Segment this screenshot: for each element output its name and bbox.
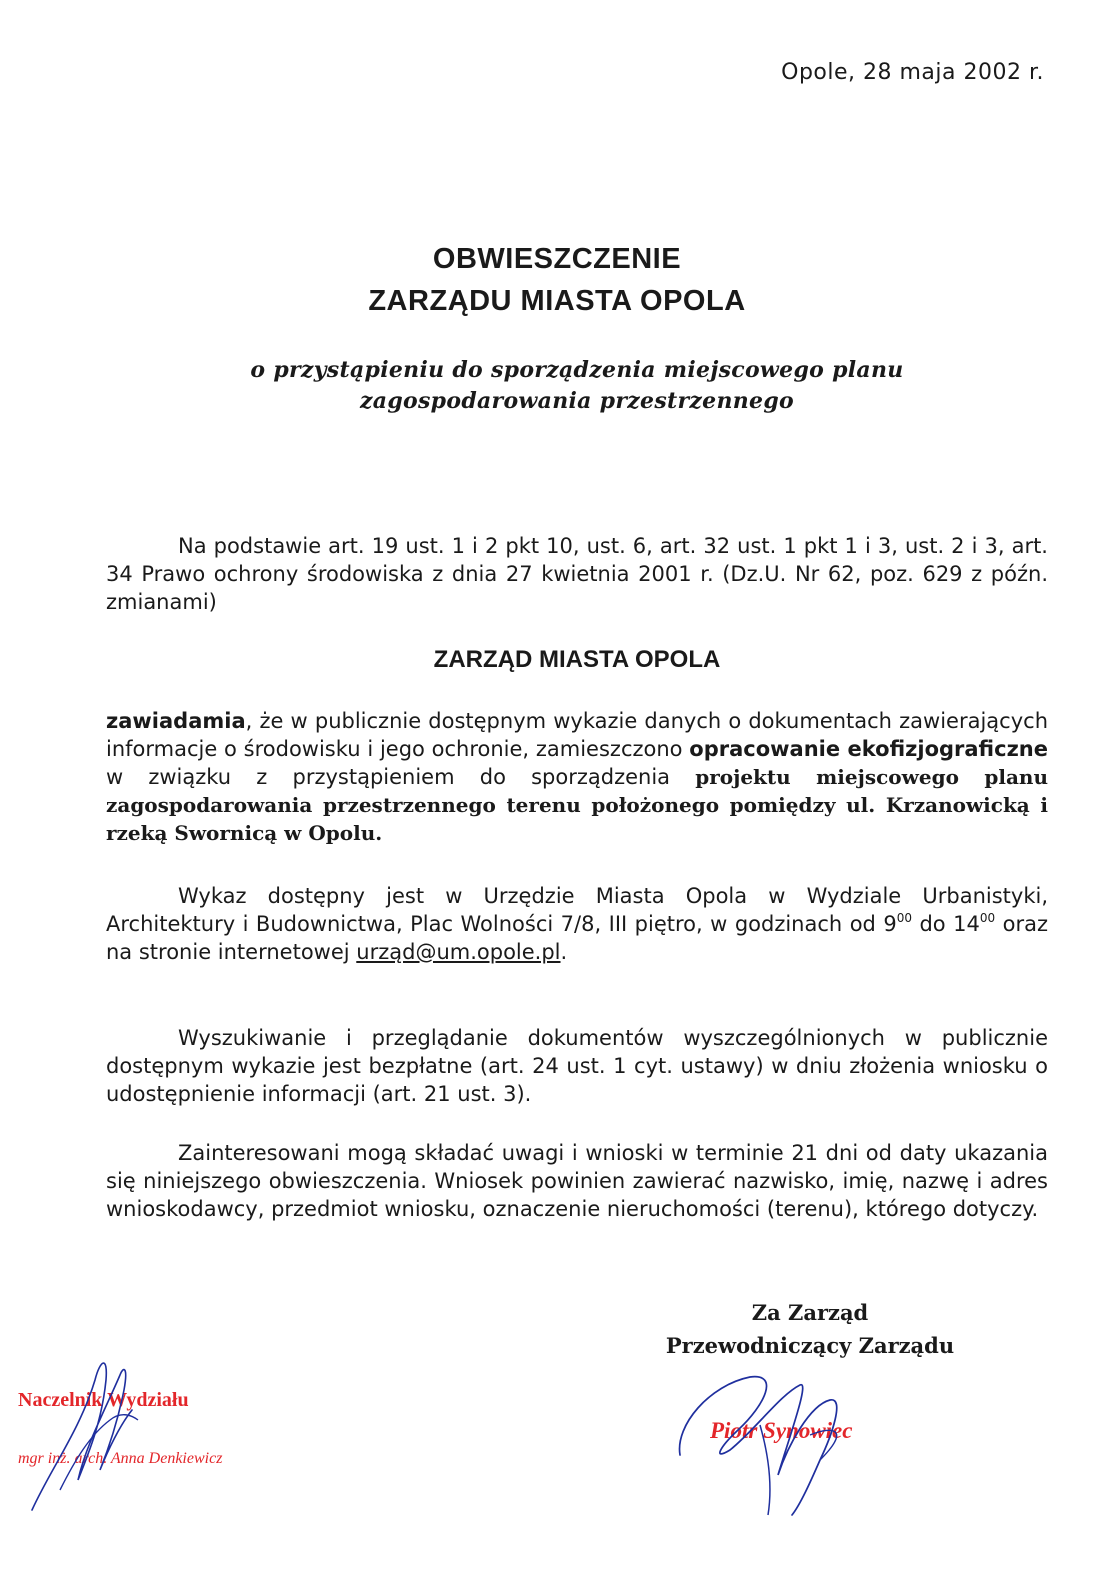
contact-email: urząd@um.opole.pl bbox=[356, 940, 561, 964]
comments-text: Zainteresowani mogą składać uwagi i wnioski w terminie 21 dni od daty ukazania się niniejszego obwieszczenia. Wniosek powinien zawierać nazwisko, imię, nazwę i adres wnioskodawcy, przedmiot wniosku, oznaczenie nieruchomości (terenu), którego dotyczy. bbox=[106, 1141, 1048, 1221]
left-stamp-name: mgr inż. arch. Anna Denkiewicz bbox=[18, 1450, 223, 1467]
right-stamp-name: Piotr Synowiec bbox=[710, 1418, 853, 1443]
hour-to-minutes: 00 bbox=[979, 911, 996, 925]
document-date: Opole, 28 maja 2002 r. bbox=[781, 60, 1044, 85]
comments-paragraph bbox=[106, 1139, 1048, 1223]
right-handwritten-signature bbox=[660, 1365, 870, 1525]
availability-text-1: Wykaz dostępny jest w Urzędzie Miasta Opola w Wydziale Urbanistyki, Architektury i Budownictwa, Plac Wolności 7/8, III piętro, w godzinach od 9 bbox=[106, 884, 1048, 936]
document-subject-line1: o przystąpieniu do sporządzenia miejscowego planu bbox=[250, 357, 904, 383]
document-subject-line2: zagospodarowania przestrzennego bbox=[359, 388, 795, 414]
notice-lead: zawiadamia bbox=[106, 709, 246, 733]
notice-paragraph bbox=[106, 707, 1048, 847]
notice-bold-project: projektu miejscowego planu zagospodarowania przestrzennego terenu położonego pomiędzy ul. Krzanowicką i rzeką Swornicą w Opolu. bbox=[106, 765, 1049, 845]
hour-from-minutes: 00 bbox=[896, 911, 912, 925]
left-stamp-title: Naczelnik Wydziału bbox=[18, 1389, 189, 1411]
board-heading: ZARZĄD MIASTA OPOLA bbox=[433, 646, 721, 673]
left-handwritten-signature bbox=[20, 1350, 150, 1520]
document-title: OBWIESZCZENIE bbox=[432, 243, 682, 275]
availability-paragraph bbox=[106, 882, 1048, 966]
signature-block-heading: Za Zarząd bbox=[751, 1300, 869, 1325]
notice-text-1: , że w publicznie dostępnym wykazie danych o dokumentach zawierających informacje o środowisku i jego ochronie, zamieszczono bbox=[106, 709, 1048, 761]
notice-bold-document: opracowanie ekofizjograficzne bbox=[689, 737, 1048, 761]
signature-block-role: Przewodniczący Zarządu bbox=[665, 1333, 955, 1358]
free-access-text: Wyszukiwanie i przeglądanie dokumentów wyszczególnionych w publicznie dostępnym wykazie jest bezpłatne (art. 24 ust. 1 cyt. ustawy) w dniu złożenia wniosku o udostępnienie informacji (art. 21 ust. 3). bbox=[106, 1026, 1048, 1106]
document-issuer: ZARZĄDU MIASTA OPOLA bbox=[368, 285, 746, 317]
notice-text-2: w związku z przystąpieniem do sporządzenia bbox=[106, 765, 696, 789]
free-access-paragraph bbox=[106, 1024, 1048, 1108]
legal-basis-paragraph bbox=[106, 532, 1048, 616]
legal-basis-text: Na podstawie art. 19 ust. 1 i 2 pkt 10, ust. 6, art. 32 ust. 1 pkt 1 i 3, ust. 2 i 3, art. 34 Prawo ochrony środowiska z dnia 27 kwietnia 2001 r. (Dz.U. Nr 62, poz. 629 z późn. zmianami) bbox=[106, 534, 1048, 614]
availability-text-3: oraz na stronie internetowej bbox=[106, 912, 1048, 964]
availability-end: . bbox=[560, 940, 568, 964]
availability-text-2: do 14 bbox=[911, 912, 980, 936]
